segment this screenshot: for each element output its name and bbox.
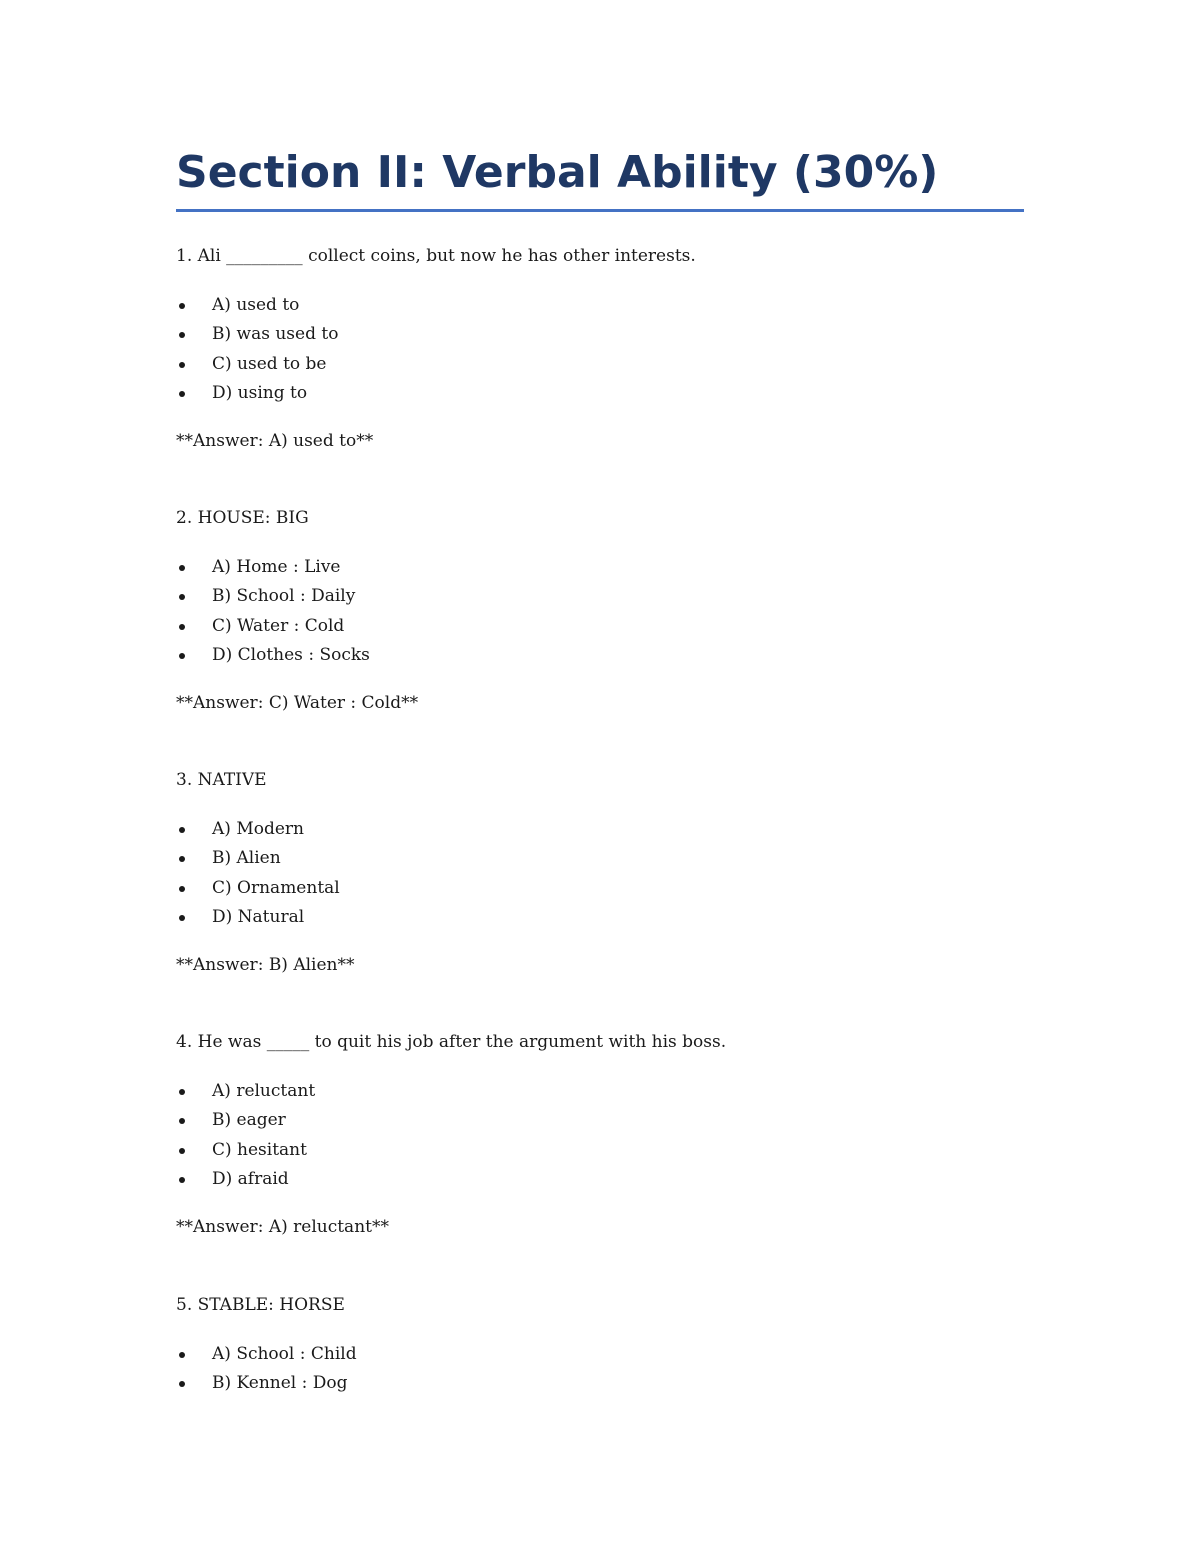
question-prompt: 2. HOUSE: BIG — [176, 508, 309, 528]
option-label: D) Clothes : Socks — [212, 644, 370, 665]
option-label: A) used to — [212, 295, 300, 315]
question-3 — [176, 768, 1024, 977]
option-item — [176, 1342, 1024, 1371]
option-label: D) afraid — [212, 1168, 289, 1189]
heading-underline — [176, 209, 1024, 212]
option-item — [176, 643, 1024, 672]
option-item — [176, 293, 1024, 322]
bullet-icon — [179, 594, 185, 600]
section-title: Section II: Verbal Ability (30%) — [176, 147, 939, 198]
option-item — [176, 614, 1024, 643]
bullet-icon — [179, 1177, 185, 1183]
option-label: B) was used to — [212, 324, 339, 345]
option-list — [176, 1342, 1024, 1401]
question-1 — [176, 244, 1024, 453]
option-item — [176, 584, 1024, 613]
option-list — [176, 555, 1024, 672]
option-list — [176, 1079, 1024, 1196]
question-2 — [176, 506, 1024, 715]
bullet-icon — [179, 362, 185, 368]
option-item — [176, 381, 1024, 410]
bullet-icon — [179, 1381, 185, 1387]
option-item — [176, 817, 1024, 846]
option-item — [176, 905, 1024, 934]
option-label: C) hesitant — [212, 1139, 307, 1160]
option-list — [176, 293, 1024, 410]
option-label: A) Home : Live — [212, 557, 341, 577]
question-4 — [176, 1030, 1024, 1239]
option-label: A) School : Child — [212, 1344, 357, 1364]
option-item — [176, 1108, 1024, 1137]
bullet-icon — [179, 827, 185, 833]
answer-text: **Answer: B) Alien** — [176, 955, 355, 976]
bullet-icon — [179, 653, 185, 659]
bullet-icon — [179, 1118, 185, 1124]
option-label: C) Water : Cold — [212, 615, 345, 636]
option-item — [176, 352, 1024, 381]
section-heading — [176, 140, 1024, 206]
option-label: B) School : Daily — [212, 586, 356, 607]
question-prompt: 4. He was _____ to quit his job after the argument with his boss. — [176, 1032, 727, 1052]
bullet-icon — [179, 303, 185, 309]
option-item — [176, 846, 1024, 875]
answer-text: **Answer: A) reluctant** — [176, 1217, 389, 1238]
option-item — [176, 1138, 1024, 1167]
bullet-icon — [179, 1148, 185, 1154]
bullet-icon — [179, 886, 185, 892]
option-list — [176, 817, 1024, 934]
answer-text: **Answer: A) used to** — [176, 431, 374, 452]
option-label: A) reluctant — [212, 1081, 316, 1101]
option-item — [176, 1167, 1024, 1196]
answer-text: **Answer: C) Water : Cold** — [176, 693, 419, 714]
option-label: A) Modern — [212, 819, 304, 839]
option-label: C) used to be — [212, 353, 327, 374]
bullet-icon — [179, 565, 185, 571]
option-item — [176, 1079, 1024, 1108]
option-item — [176, 876, 1024, 905]
option-label: B) eager — [212, 1110, 286, 1131]
question-prompt: 5. STABLE: HORSE — [176, 1295, 345, 1315]
option-label: D) using to — [212, 382, 308, 403]
bullet-icon — [179, 1352, 185, 1358]
bullet-icon — [179, 624, 185, 630]
bullet-icon — [179, 856, 185, 862]
option-item — [176, 555, 1024, 584]
option-item — [176, 322, 1024, 351]
question-5 — [176, 1293, 1024, 1401]
option-label: C) Ornamental — [212, 877, 340, 898]
bullet-icon — [179, 391, 185, 397]
option-item — [176, 1371, 1024, 1400]
option-label: B) Kennel : Dog — [212, 1373, 348, 1394]
bullet-icon — [179, 1089, 185, 1095]
bullet-icon — [179, 915, 185, 921]
bullet-icon — [179, 332, 185, 338]
question-prompt: 1. Ali _________ collect coins, but now he has other interests. — [176, 246, 696, 266]
question-prompt: 3. NATIVE — [176, 770, 267, 790]
option-label: D) Natural — [212, 906, 305, 927]
option-label: B) Alien — [212, 848, 281, 869]
